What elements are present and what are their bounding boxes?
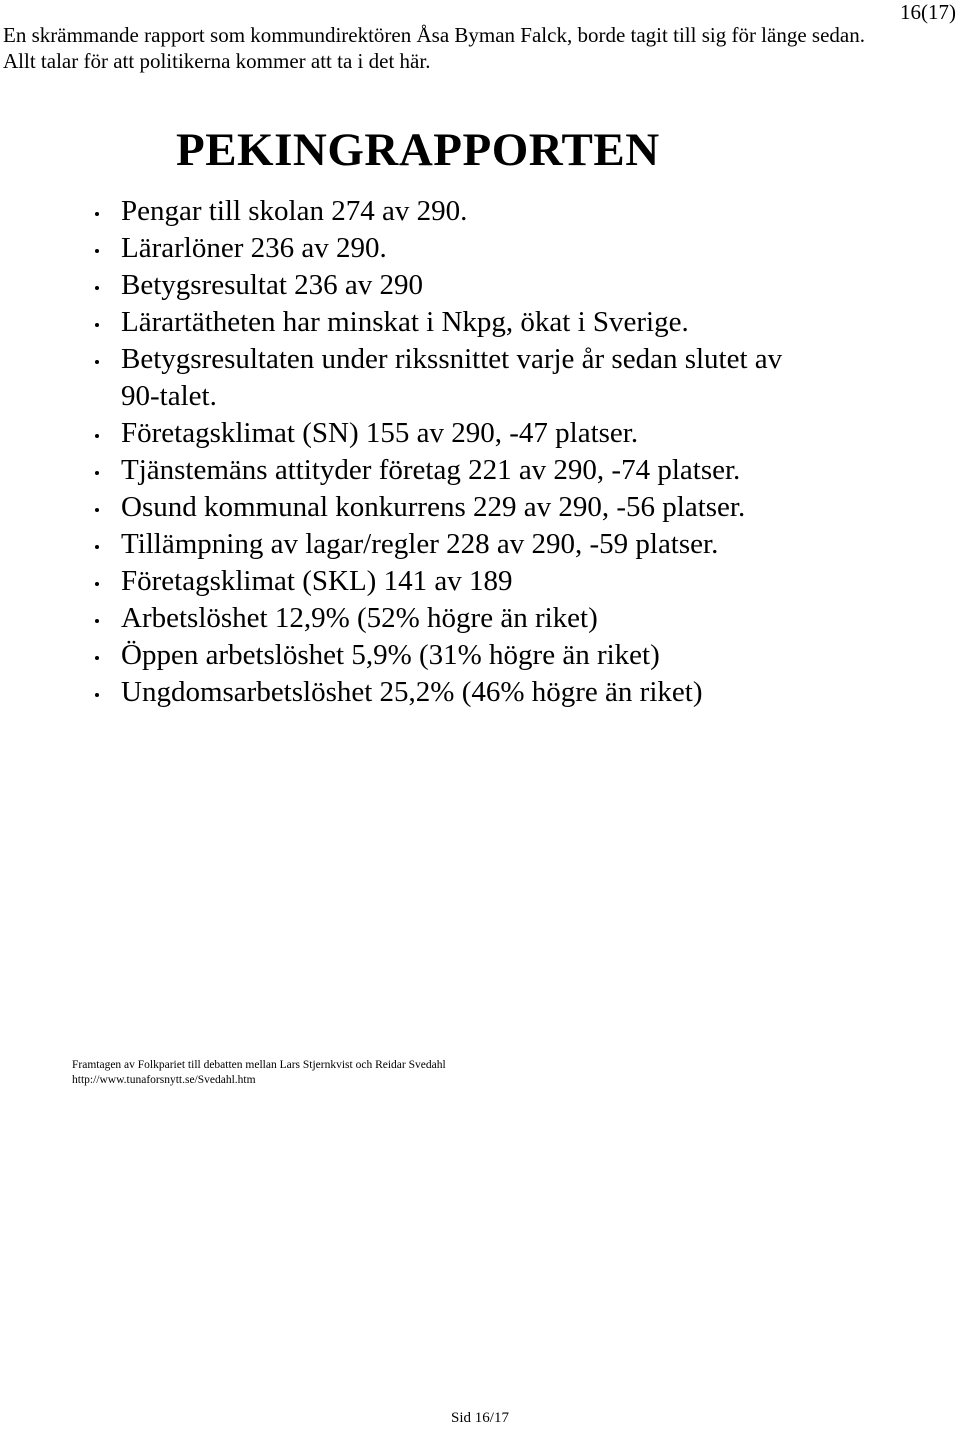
list-item xyxy=(90,637,790,674)
bullet-list xyxy=(90,193,790,711)
list-item xyxy=(90,563,790,600)
bullet-icon xyxy=(95,508,99,512)
bullet-icon xyxy=(95,619,99,623)
bullet-icon xyxy=(95,582,99,586)
list-item-text: Osund kommunal konkurrens 229 av 290, -56 platser. xyxy=(121,491,746,523)
list-item-text: Pengar till skolan 274 av 290. xyxy=(121,195,468,227)
source-credit xyxy=(72,1058,446,1088)
list-item-text: Företagsklimat (SKL) 141 av 189 xyxy=(121,565,513,597)
bullet-icon xyxy=(95,656,99,660)
list-item xyxy=(90,600,790,637)
list-item xyxy=(90,304,790,341)
list-item-text: Tjänstemäns attityder företag 221 av 290, -74 platser. xyxy=(121,454,741,486)
bullet-icon xyxy=(95,434,99,438)
credit-text: Framtagen av Folkpariet till debatten mellan Lars Stjernkvist och Reidar Svedahl xyxy=(72,1059,446,1071)
page-header xyxy=(3,22,865,74)
list-item-text: Tillämpning av lagar/regler 228 av 290, -59 platser. xyxy=(121,528,719,560)
page-footer: Sid 16/17 xyxy=(451,1410,509,1426)
bullet-icon xyxy=(95,286,99,290)
header-line: Allt talar för att politikerna kommer att ta i det här. xyxy=(3,49,431,73)
slide-title: PEKINGRAPPORTEN xyxy=(176,124,660,176)
bullet-icon xyxy=(95,360,99,364)
list-item xyxy=(90,415,790,452)
bullet-icon xyxy=(95,249,99,253)
list-item xyxy=(90,230,790,267)
list-item-text: Arbetslöshet 12,9% (52% högre än riket) xyxy=(121,602,598,634)
list-item xyxy=(90,193,790,230)
list-item xyxy=(90,452,790,489)
list-item-text: Betygsresultaten under rikssnittet varje år sedan slutet av 90-talet. xyxy=(121,343,783,412)
list-item xyxy=(90,341,790,415)
bullet-icon xyxy=(95,212,99,216)
credit-url: http://www.tunaforsnytt.se/Svedahl.htm xyxy=(72,1074,256,1086)
list-item xyxy=(90,526,790,563)
page-number: 16(17) xyxy=(900,0,956,24)
list-item xyxy=(90,674,790,711)
list-item-text: Lärarlöner 236 av 290. xyxy=(121,232,387,264)
list-item-text: Ungdomsarbetslöshet 25,2% (46% högre än riket) xyxy=(121,676,703,708)
bullet-icon xyxy=(95,323,99,327)
bullet-icon xyxy=(95,693,99,697)
bullet-icon xyxy=(95,471,99,475)
list-item-text: Lärartätheten har minskat i Nkpg, ökat i Sverige. xyxy=(121,306,689,338)
bullet-icon xyxy=(95,545,99,549)
list-item-text: Betygsresultat 236 av 290 xyxy=(121,269,424,301)
list-item xyxy=(90,489,790,526)
header-line: En skrämmande rapport som kommundirektören Åsa Byman Falck, borde tagit till sig för länge sedan. xyxy=(3,23,865,47)
list-item-text: Öppen arbetslöshet 5,9% (31% högre än riket) xyxy=(121,639,660,671)
list-item-text: Företagsklimat (SN) 155 av 290, -47 platser. xyxy=(121,417,639,449)
list-item xyxy=(90,267,790,304)
